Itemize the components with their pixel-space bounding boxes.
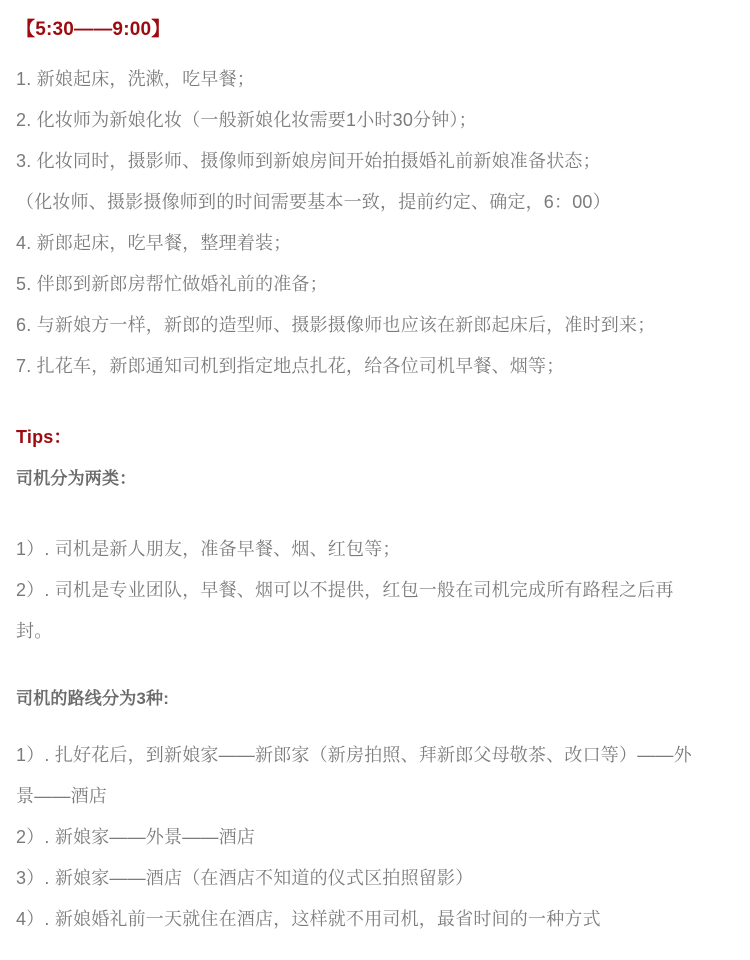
schedule-note: （化妆师、摄影摄像师到的时间需要基本一致，提前约定、确定，6：00） bbox=[16, 192, 611, 212]
schedule-item-2: 2. 化妆师为新娘化妆（一般新娘化妆需要1小时30分钟）； bbox=[16, 110, 477, 130]
route-item-2: 2）. 新娘家——外景——酒店 bbox=[16, 827, 256, 847]
schedule-item-4: 4. 新郎起床，吃早餐，整理着装； bbox=[16, 233, 292, 253]
schedule-item-3: 3. 化妆同时，摄影师、摄像师到新娘房间开始拍摄婚礼前新娘准备状态； bbox=[16, 151, 601, 171]
route-item-3: 3）. 新娘家——酒店（在酒店不知道的仪式区拍照留影） bbox=[16, 868, 474, 888]
tips-heading: Tips： bbox=[16, 427, 72, 447]
schedule-item-5: 5. 伴郎到新郎房帮忙做婚礼前的准备； bbox=[16, 274, 328, 294]
route-item-4: 4）. 新娘婚礼前一天就住在酒店，这样就不用司机，最省时间的一种方式 bbox=[16, 909, 601, 929]
time-range-heading: 【5:30——9:00】 bbox=[16, 19, 171, 40]
routes-heading: 司机的路线分为3种: bbox=[16, 689, 170, 708]
schedule-item-1: 1. 新娘起床，洗漱，吃早餐； bbox=[16, 69, 256, 89]
driver-type-item-2: 2）. 司机是专业团队，早餐、烟可以不提供，红包一般在司机完成所有路程之后再封。 bbox=[16, 580, 674, 641]
route-item-1: 1）. 扎好花后，到新娘家——新郎家（新房拍照、拜新郎父母敬茶、改口等）——外景——酒店 bbox=[16, 745, 692, 806]
driver-type-item-1: 1）. 司机是新人朋友，准备早餐、烟、红包等； bbox=[16, 539, 401, 559]
schedule-item-7: 7. 扎花车，新郎通知司机到指定地点扎花，给各位司机早餐、烟等； bbox=[16, 356, 565, 376]
driver-types-heading: 司机分为两类： bbox=[16, 469, 137, 488]
schedule-item-6: 6. 与新娘方一样，新郎的造型师、摄影摄像师也应该在新郎起床后，准时到来； bbox=[16, 315, 656, 335]
